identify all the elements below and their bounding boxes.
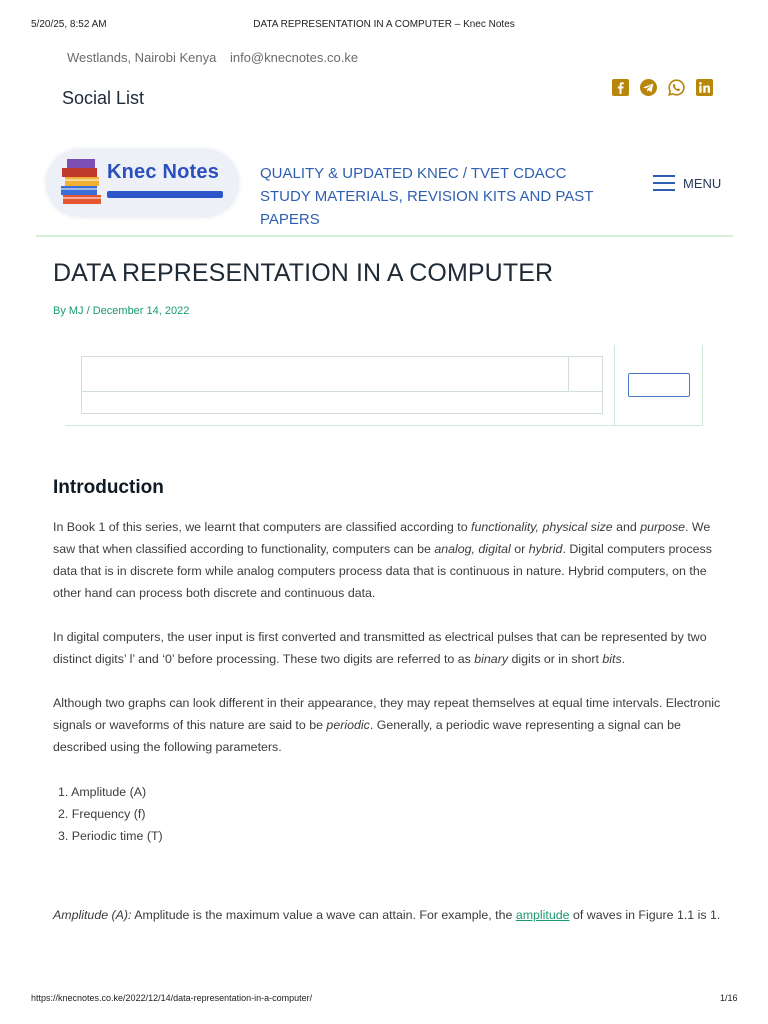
telegram-icon[interactable] xyxy=(640,79,657,96)
site-logo[interactable] xyxy=(47,150,238,216)
paragraph-text: . Generally, a periodic wave representing a signal can be described using the following parameters. xyxy=(53,718,681,754)
paragraph-text: In Book 1 of this series, we learnt that computers are classified according to xyxy=(53,520,472,534)
paragraph-text: . We saw that when classified according to functionality, computers can be xyxy=(53,520,711,556)
print-doc-title: DATA REPRESENTATION IN A COMPUTER – Knec Notes xyxy=(253,19,515,30)
paragraph-text: digits or in short xyxy=(508,652,603,666)
ad-divider xyxy=(614,345,615,426)
emphasis-text: hybrid xyxy=(528,542,563,556)
print-header xyxy=(0,19,768,33)
location-text: Westlands, Nairobi Kenya xyxy=(67,50,217,65)
emphasis-text: bits xyxy=(602,652,622,666)
ad-placeholder xyxy=(65,345,703,426)
menu-label: MENU xyxy=(683,175,722,191)
ad-table xyxy=(81,356,603,414)
email-link[interactable]: info@knecnotes.co.ke xyxy=(229,50,359,65)
header-divider xyxy=(36,235,733,237)
emphasis-text: purpose xyxy=(640,520,686,534)
post-title: DATA REPRESENTATION IN A COMPUTER xyxy=(53,259,554,287)
logo-strip xyxy=(107,191,223,198)
print-datetime: 5/20/25, 8:52 AM xyxy=(31,19,107,30)
logo-brand-text: Knec Notes xyxy=(107,161,220,183)
emphasis-text: Amplitude (A): xyxy=(53,908,132,922)
emphasis-text: functionality, physical size xyxy=(471,520,613,534)
whatsapp-icon[interactable] xyxy=(668,79,685,96)
emphasis-text: periodic xyxy=(326,718,370,732)
emphasis-text: binary xyxy=(474,652,509,666)
linkedin-icon[interactable] xyxy=(696,79,713,96)
social-list-heading: Social List xyxy=(62,88,145,108)
books-logo-icon xyxy=(59,155,105,209)
contact-bar xyxy=(67,50,368,65)
facebook-icon[interactable] xyxy=(612,79,629,96)
intro-paragraph-2 xyxy=(53,626,723,670)
paragraph-text: of waves in Figure 1.1 is 1. xyxy=(569,908,721,922)
site-tagline: QUALITY & UPDATED KNEC / TVET CDACC STUDY MATERIALS, REVISION KITS AND PAST PAPERS xyxy=(260,165,594,228)
print-url: https://knecnotes.co.ke/2022/12/14/data-representation-in-a-computer/ xyxy=(31,993,313,1003)
amplitude-paragraph xyxy=(53,904,723,926)
parameter-list xyxy=(58,781,163,847)
paragraph-text: and xyxy=(612,520,641,534)
paragraph-text: . Digital computers process data that is in discrete form while analog computers process data that is continuous in nature. Hybrid computers, on the other hand can process both discrete and continuous data. xyxy=(53,542,712,600)
list-item: 2. Frequency (f) xyxy=(58,807,146,821)
paragraph-text: In digital computers, the user input is first converted and transmitted as electrical pulses that can be represented by two distinct digits’ l’ and ‘0’ before processing. These two digits are referred to as xyxy=(53,630,707,666)
paragraph-text: Amplitude is the maximum value a wave can attain. For example, the xyxy=(131,908,516,922)
inline-link[interactable]: amplitude xyxy=(515,908,570,922)
post-meta[interactable]: By MJ / December 14, 2022 xyxy=(53,305,190,317)
print-page-number: 1/16 xyxy=(720,993,738,1003)
intro-paragraph-3 xyxy=(53,692,723,758)
list-item: 3. Periodic time (T) xyxy=(58,829,163,843)
paragraph-text: . xyxy=(621,652,626,666)
emphasis-text: analog, digital xyxy=(434,542,511,556)
ad-button[interactable] xyxy=(628,373,690,397)
paragraph-text: Although two graphs can look different in their appearance, they may repeat themselves at equal time intervals. Electronic signals or waveforms of this nature are said to be xyxy=(53,696,721,732)
menu-button[interactable] xyxy=(653,174,721,192)
intro-paragraph-1 xyxy=(53,516,723,604)
hamburger-icon xyxy=(653,174,675,192)
paragraph-text: or xyxy=(510,542,529,556)
section-heading-introduction: Introduction xyxy=(53,477,164,498)
list-item: 1. Amplitude (A) xyxy=(58,785,147,799)
ad-table-row xyxy=(82,391,602,392)
ad-table-cell xyxy=(568,357,569,391)
social-icons xyxy=(612,79,713,96)
